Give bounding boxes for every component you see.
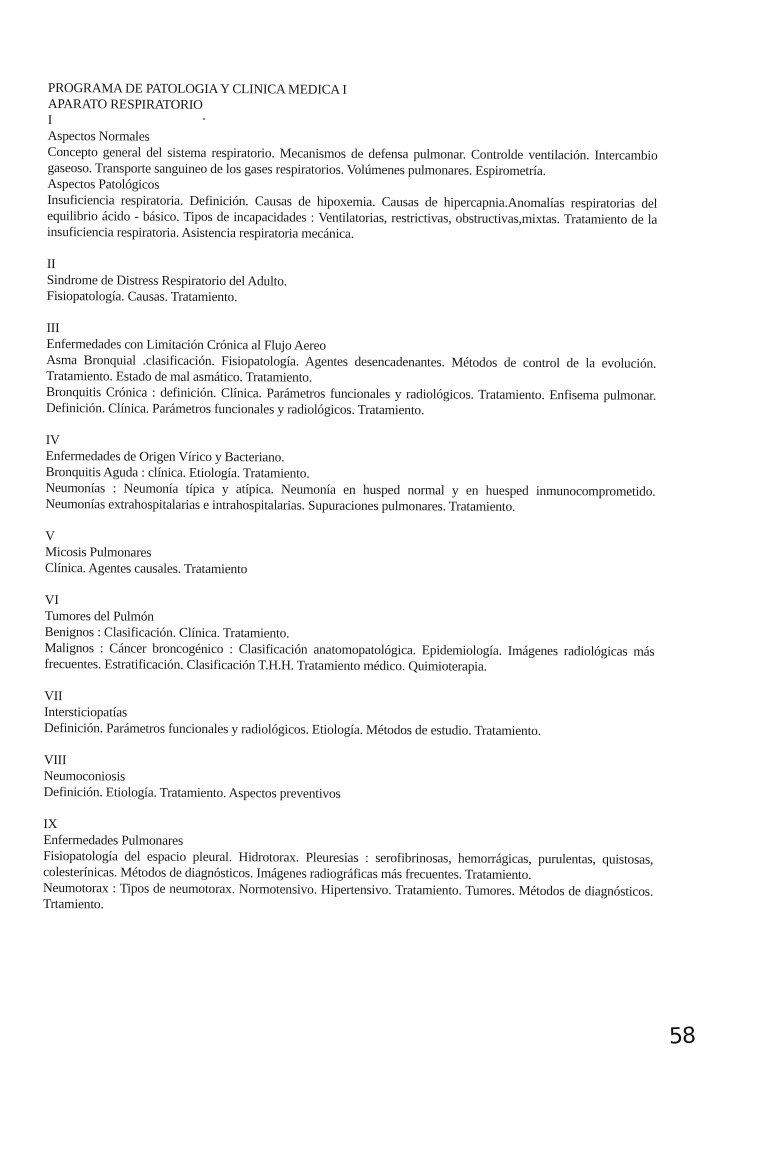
section-line: Bronquitis Aguda : clínica. Etiología. Tratamiento. (45, 463, 310, 481)
section-7 (44, 688, 654, 740)
section-line: Enfermedades de Origen Vírico y Bacteriano. (45, 447, 285, 465)
section-line: Benignos : Clasificación. Clínica. Tratamiento. (44, 623, 290, 641)
page-number: 58 (668, 1023, 696, 1050)
section-4 (45, 432, 655, 516)
section-line: Definición. Etiología. Tratamiento. Aspectos preventivos (43, 783, 341, 801)
section-paragraph: Malignos : Cáncer broncogénico : Clasificación anatomopatológica. Epidemiología. Imágenes radiológicas más frecuentes. Estratificación. Clasificación T.H.H. Tratamiento médico. Quimioterapia. (44, 639, 655, 674)
section-line: Intersticiopatías (44, 703, 128, 720)
section-1 (47, 112, 658, 244)
section-5 (45, 528, 655, 580)
sections-container (43, 112, 658, 916)
section-paragraph: Fisiopatología del espacio pleural. Hidrotorax. Pleuresias : serofibrinosas, hemorrágicas, purulentas, quistosas, colesterínicas. Métodos de diagnósticos. Imágenes radiográficas más frecuentes. Tratamiento. (43, 847, 654, 882)
section-numeral: VIII (43, 751, 67, 768)
section-paragraph: Asma Bronquial .clasificación. Fisiopatología. Agentes desencadenantes. Métodos de control de la evolución. Tratamiento. Estado de mal asmático. Tratamiento. (46, 351, 657, 385)
section-numeral: III (46, 319, 60, 336)
section-numeral: VI (44, 591, 59, 608)
section-2 (47, 256, 657, 308)
section-9 (43, 816, 654, 916)
section-line: Enfermedades con Limitación Crónica al Flujo Aereo (46, 335, 326, 353)
document-body (43, 80, 658, 932)
section-6 (44, 592, 654, 676)
section-line: Definición. Parámetros funcionales y radiológicos. Etiología. Métodos de estudio. Tratamiento. (43, 719, 541, 739)
section-line: Tumores del Pulmón (44, 607, 154, 624)
section-numeral: I (47, 111, 53, 128)
section-line: Aspectos Patológicos (47, 175, 160, 192)
section-paragraph: Concepto general del sistema respiratorio. Mecanismos de defensa pulmonar. Controlde ventilación. Intercambio gaseoso. Transporte sanguineo de los gases respiratorios. Volúmenes pulmonares. Espirometría. (47, 143, 658, 179)
section-numeral: II (46, 255, 56, 272)
section-paragraph: Neumotorax : Tipos de neumotorax. Normotensivo. Hipertensivo. Tratamiento. Tumores. Métodos de diagnósticos. Trtamiento. (42, 879, 654, 912)
section-line: Sindrome de Distress Respiratorio del Adulto. (46, 271, 288, 289)
section-3 (46, 320, 657, 420)
section-line: Aspectos Normales (47, 127, 150, 144)
section-numeral: VII (44, 687, 63, 704)
section-line: Clínica. Agentes causales. Tratamiento (44, 559, 248, 577)
section-numeral: V (45, 527, 55, 544)
section-paragraph: Bronquitis Crónica : definición. Clínica. Parámetros funcionales y radiológicos. Tratamiento. Enfisema pulmonar. Definición. Clínica. Parámetros funcionales y radiológicos. Tratamiento. (45, 383, 657, 418)
section-line: Micosis Pulmonares (45, 543, 152, 560)
section-paragraph: Insuficiencia respiratoria. Definición. Causas de hipoxemia. Causas de hipercapnia.Anomalías respiratorias del equilibrio ácido - básico. Tipos de incapacidades : Ventilatorias, restrictivas, obstructivas,mixtas. Tratamiento de la insuficiencia respiratoria. Asistencia respiratoria mecánica. (47, 191, 658, 241)
section-paragraph: Neumonías : Neumonía típica y atípica. Neumonía en husped normal y en huesped inmunocomprometido. Neumonías extrahospitalarias e intrahospitalarias. Supuraciones pulmonares. Tratamiento. (45, 479, 656, 514)
section-8 (44, 752, 654, 804)
section-line: Fisiopatología. Causas. Tratamiento. (46, 287, 238, 305)
section-numeral: IX (43, 815, 58, 832)
section-numeral: IV (45, 431, 60, 448)
document-title: PROGRAMA DE PATOLOGIA Y CLINICA MEDICA I (47, 80, 347, 97)
document-subtitle: APARATO RESPIRATORIO (47, 95, 203, 112)
section-line: Enfermedades Pulmonares (43, 831, 184, 848)
section-line: Neumoconiosis (43, 767, 126, 784)
